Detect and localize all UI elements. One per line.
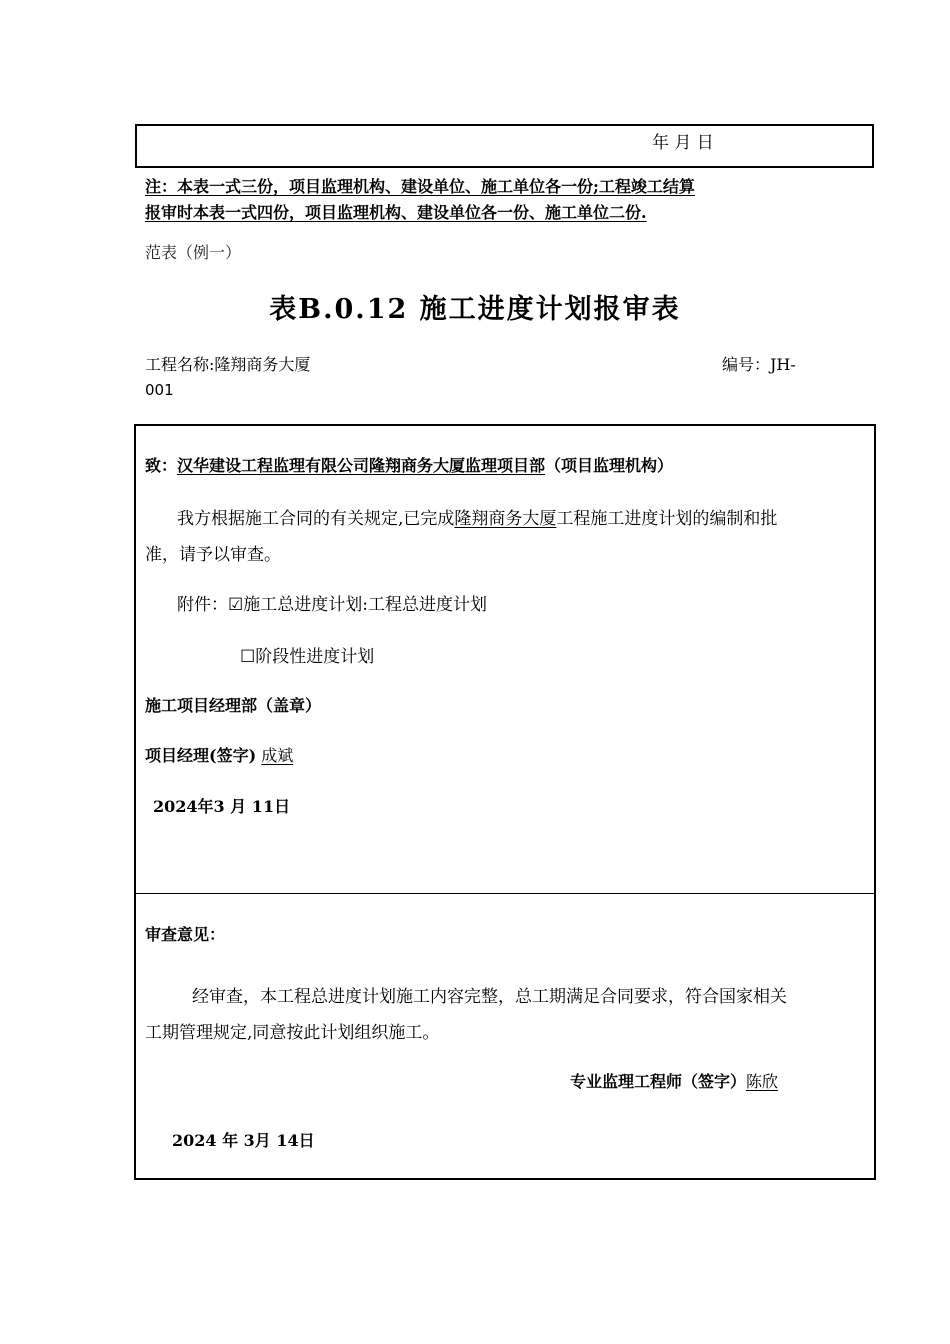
usage-note-line-2: 报审时本表一式四份，项目监理机构、建设单位各一份、施工单位二份. [145,203,647,222]
page-title: 表B.0.12 施工进度计划报审表 [269,294,681,325]
attachment-line-2 [240,642,374,667]
section-divider [134,893,876,894]
project-name-label: 工程名称: [145,355,215,374]
attachment-line-1 [177,590,487,615]
engineer-signature-line [570,1069,778,1092]
usage-note [145,174,695,226]
engineer-signature: 陈欣 [746,1072,779,1091]
addressee-org: 汉华建设工程监理有限公司隆翔商务大厦监理项目部 [177,456,546,475]
project-name-value: 隆翔商务大厦 [214,355,311,374]
attachment-2-text: 阶段性进度计划 [255,647,375,667]
attachment-label: 附件： [177,595,228,615]
manager-label: 项目经理(签字) [145,746,257,765]
addressee-suffix: （项目监理机构） [545,456,674,475]
engineer-label: 专业监理工程师（签字） [570,1072,747,1091]
body-text-after: 工程施工进度计划的编制和批 [556,509,778,529]
attachment-1-text: 施工总进度计划:工程总进度计划 [243,595,487,615]
top-date-placeholder: 年 月 日 [652,133,714,153]
contractor-dept-label: 施工项目经理部（盖章） [145,696,322,715]
form-sample-label: 范表（例一） [145,243,242,262]
checkbox-checked-icon[interactable]: ☑ [228,595,244,615]
checkbox-unchecked-icon[interactable]: ☐ [240,647,256,667]
body-project-name: 隆翔商务大厦 [454,509,557,529]
review-text-line-1: 经审查，本工程总进度计划施工内容完整，总工期满足合同要求，符合国家相关 [192,987,787,1007]
addressee-line [145,453,673,476]
document-code-value: 001 [145,381,174,399]
addressee-prefix: 致： [145,456,178,475]
project-name-field [145,352,310,375]
submission-body-line-1 [177,504,777,529]
submission-body-line-2: 准，请予以审查。 [145,545,281,565]
manager-signature-line [145,743,293,766]
review-heading: 审查意见： [145,925,226,944]
manager-signature: 成斌 [261,746,294,765]
usage-note-line-1: 注：本表一式三份，项目监理机构、建设单位、施工单位各一份;工程竣工结算 [145,177,695,196]
review-text-line-2: 工期管理规定,同意按此计划组织施工。 [145,1023,440,1043]
submission-date: 2024年3 月 11日 [153,797,291,816]
document-code-label: 编号：JH- [722,355,796,374]
top-date-box [135,124,874,168]
body-text-before: 我方根据施工合同的有关规定,已完成 [177,509,455,529]
review-date: 2024 年 3月 14日 [172,1131,315,1150]
